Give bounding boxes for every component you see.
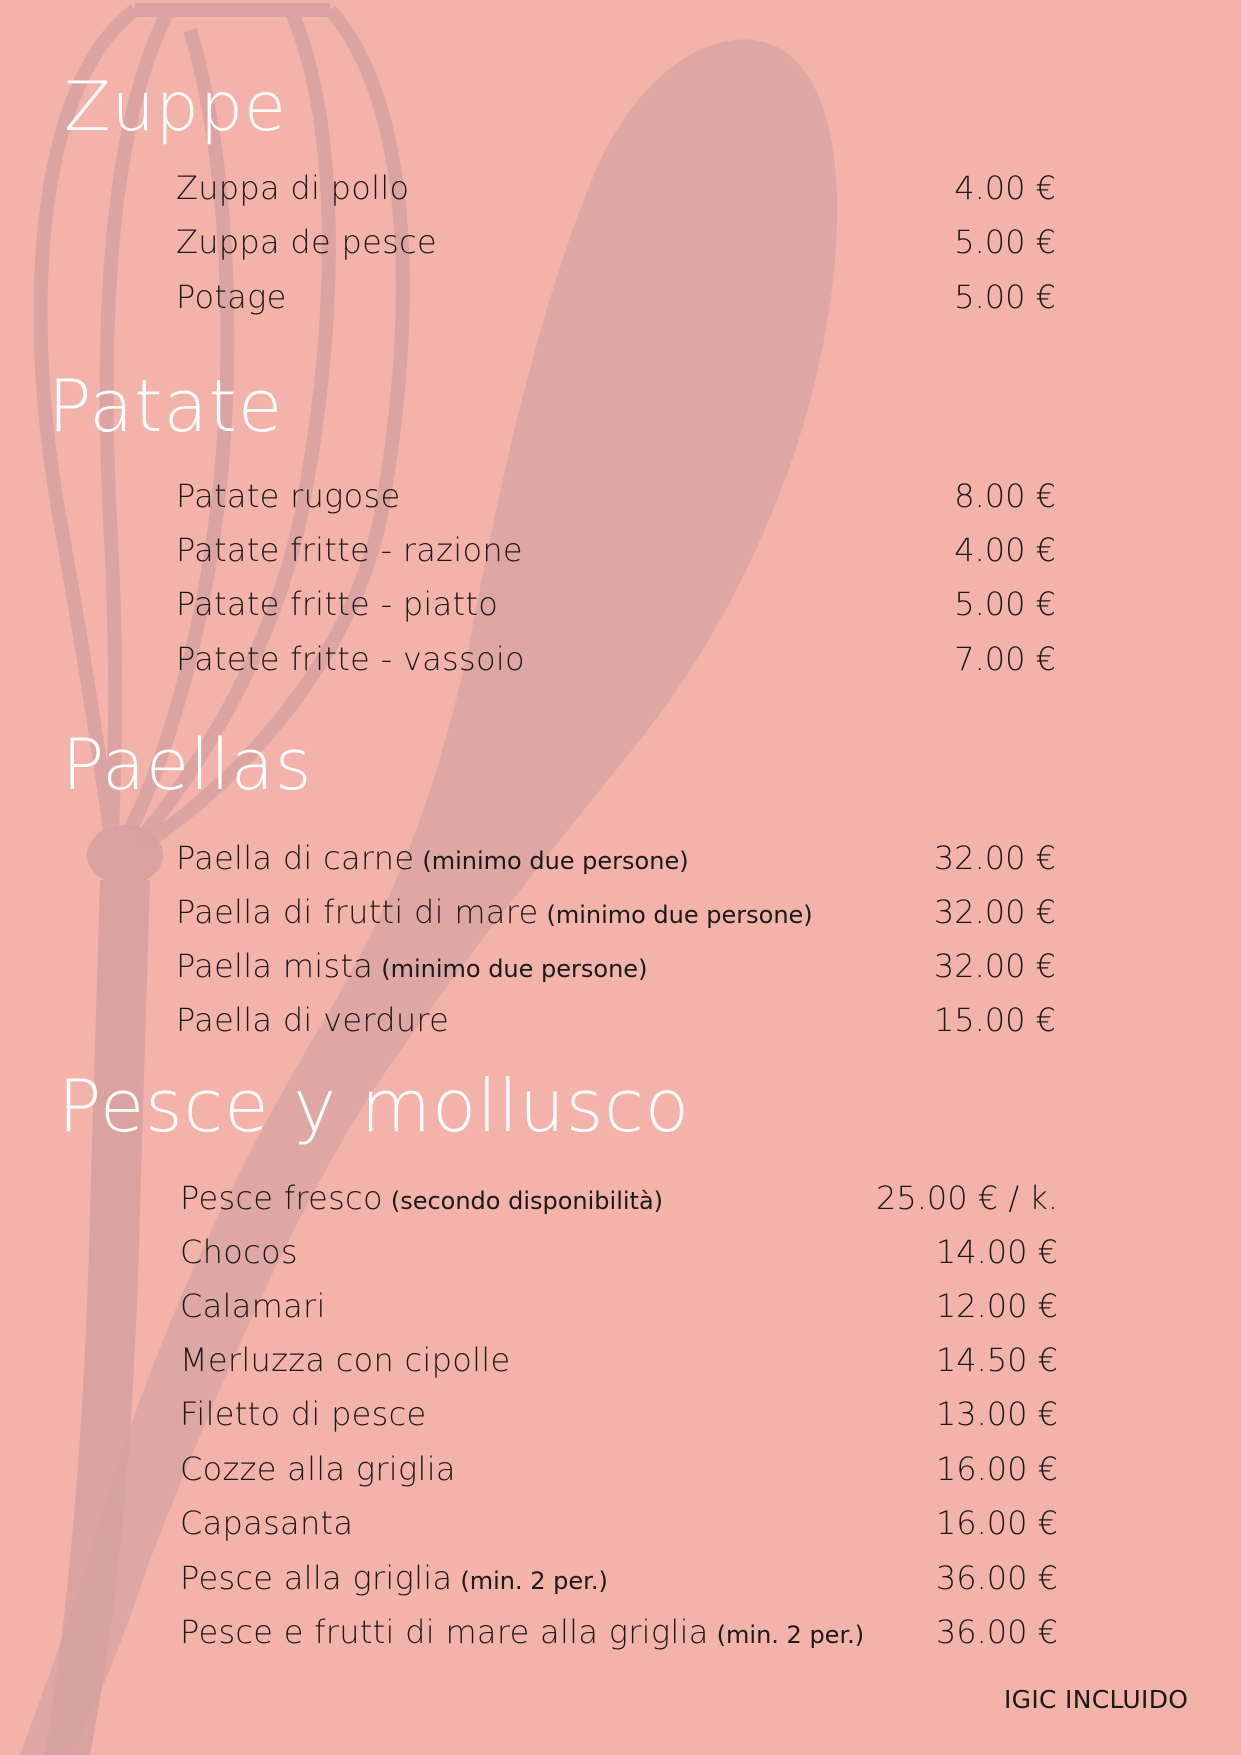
menu-item-row	[176, 584, 1056, 624]
menu-item-row	[176, 476, 1056, 516]
item-name: Cozze alla griglia	[180, 1450, 456, 1488]
item-name: Paella di verdure	[176, 1001, 450, 1039]
item-name: Chocos	[180, 1233, 298, 1271]
item-note: (min. 2 per.)	[716, 1621, 865, 1649]
item-price: 4.00 €	[954, 169, 1056, 207]
menu-item-row	[180, 1286, 1058, 1326]
item-price: 14.00 €	[935, 1233, 1058, 1271]
item-name: Patete fritte - vassoio	[176, 640, 525, 678]
menu-item-row	[176, 639, 1056, 679]
item-name: Merluzza con cipolle	[180, 1341, 511, 1379]
item-name: Paella mista	[176, 947, 374, 985]
item-name: Pesce e frutti di mare alla griglia	[180, 1613, 709, 1651]
menu-item-row	[176, 1000, 1056, 1040]
menu-item-row	[180, 1178, 1058, 1218]
menu-item-row	[176, 892, 1056, 932]
item-price: 5.00 €	[954, 278, 1056, 316]
tax-included-note: IGIC INCLUIDO	[1004, 1685, 1189, 1714]
menu-item-row	[180, 1340, 1058, 1380]
item-note: (minimo due persone)	[422, 847, 689, 875]
item-price: 16.00 €	[935, 1450, 1058, 1488]
menu-item-row	[176, 168, 1056, 208]
section-title-paellas: Paellas	[62, 724, 313, 806]
item-note: (minimo due persone)	[381, 955, 648, 983]
item-price: 5.00 €	[954, 585, 1056, 623]
menu-item-row	[180, 1449, 1058, 1489]
item-name: Patate fritte - piatto	[176, 585, 499, 623]
item-price: 16.00 €	[935, 1504, 1058, 1542]
menu-item-row	[180, 1558, 1058, 1598]
item-name: Capasanta	[180, 1504, 354, 1542]
menu-item-row	[180, 1232, 1058, 1272]
item-price: 32.00 €	[933, 947, 1056, 985]
menu-item-row	[176, 222, 1056, 262]
item-price: 14.50 €	[935, 1341, 1058, 1379]
item-name: Paella di frutti di mare	[176, 893, 539, 931]
item-name: Paella di carne	[176, 839, 415, 877]
item-name: Zuppa di pollo	[176, 169, 410, 207]
item-price: 15.00 €	[933, 1001, 1056, 1039]
section-title-pesce-y-mollusco: Pesce y mollusco	[58, 1064, 690, 1148]
item-price: 4.00 €	[954, 531, 1056, 569]
item-price: 5.00 €	[954, 223, 1056, 261]
item-price: 32.00 €	[933, 839, 1056, 877]
section-title-patate: Patate	[48, 364, 284, 448]
item-price: 13.00 €	[935, 1395, 1058, 1433]
whisk-handle-icon	[45, 825, 163, 1755]
menu-item-row	[180, 1503, 1058, 1543]
menu-item-row	[180, 1612, 1058, 1652]
menu-item-row	[180, 1394, 1058, 1434]
section-title-zuppe: Zuppe	[64, 68, 287, 147]
item-name: Zuppa de pesce	[176, 223, 437, 261]
item-price: 36.00 €	[935, 1613, 1058, 1651]
item-price: 36.00 €	[935, 1559, 1058, 1597]
item-name: Filetto di pesce	[180, 1395, 427, 1433]
menu-item-row	[176, 838, 1056, 878]
item-name: Patate rugose	[176, 477, 401, 515]
menu-item-row	[176, 277, 1056, 317]
item-price: 8.00 €	[954, 477, 1056, 515]
item-name: Pesce alla griglia	[180, 1559, 453, 1597]
menu-item-row	[176, 530, 1056, 570]
menu-item-row	[176, 946, 1056, 986]
item-name: Pesce fresco	[180, 1179, 383, 1217]
item-note: (minimo due persone)	[546, 901, 813, 929]
item-price: 32.00 €	[933, 893, 1056, 931]
item-name: Potage	[176, 278, 287, 316]
item-note: (secondo disponibilità)	[390, 1187, 664, 1215]
item-price: 7.00 €	[954, 640, 1056, 678]
item-note: (min. 2 per.)	[460, 1567, 608, 1595]
item-price: 25.00 € / k.	[876, 1179, 1058, 1217]
item-name: Calamari	[180, 1287, 326, 1325]
item-name: Patate fritte - razione	[176, 531, 523, 569]
item-price: 12.00 €	[935, 1287, 1058, 1325]
